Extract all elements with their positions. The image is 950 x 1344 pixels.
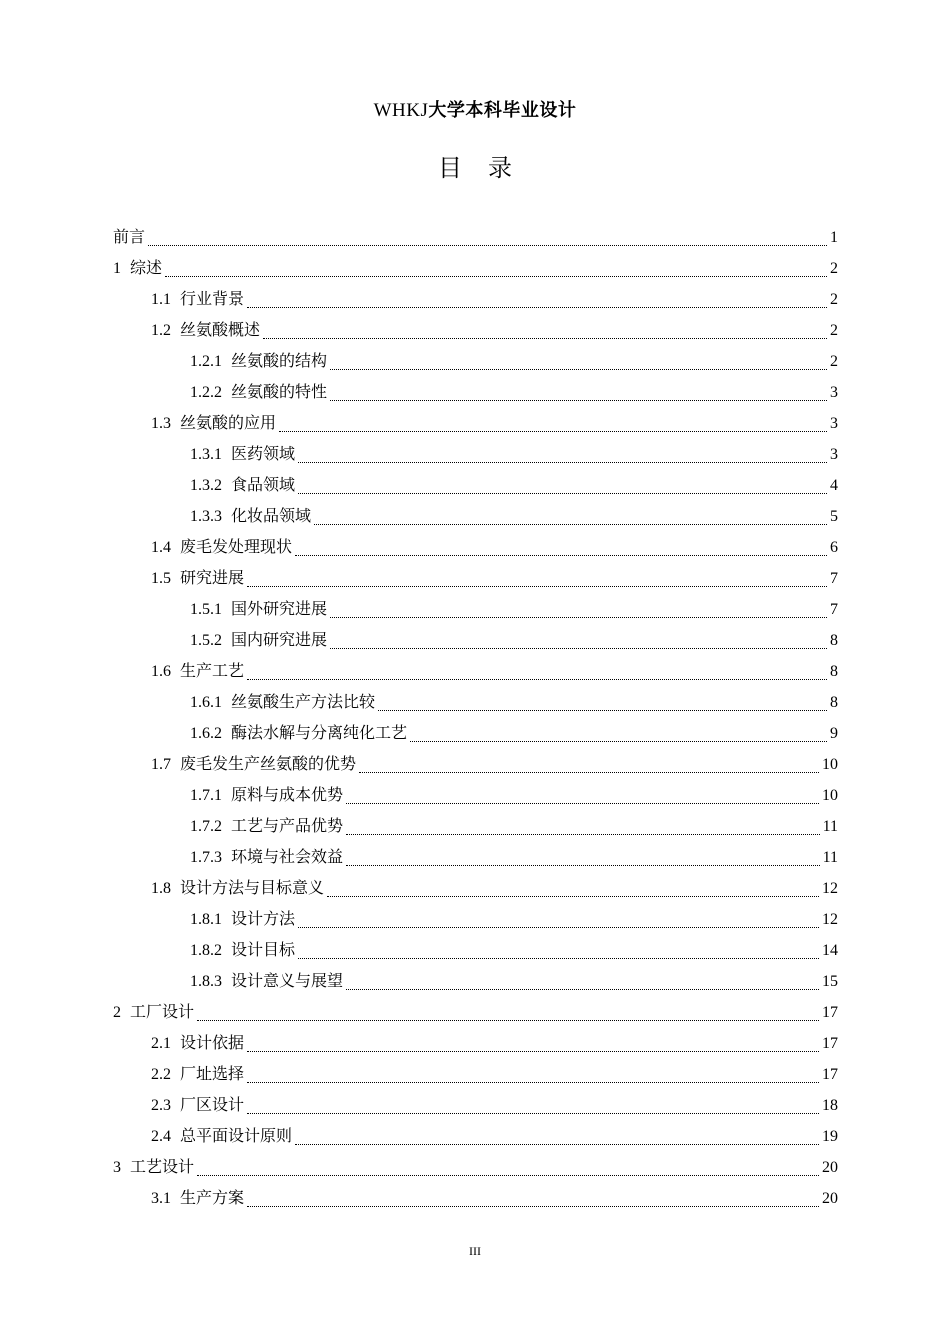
toc-entry-label: 国外研究进展: [231, 601, 328, 618]
toc-entry-number: 3.1: [151, 1190, 171, 1207]
toc-entry-label: 设计目标: [231, 942, 296, 959]
header-cn: 大学本科毕业设计: [428, 100, 577, 121]
toc-entry-label: 工厂设计: [130, 1004, 195, 1021]
toc-entry-page: 5: [830, 508, 838, 525]
toc-entry-page: 3: [830, 384, 838, 401]
toc-entry-label: 设计依据: [180, 1035, 245, 1052]
toc-entry-page: 14: [822, 942, 838, 959]
toc-entry-page: 1: [830, 229, 838, 246]
toc-dot-leader: [279, 431, 827, 432]
toc-dot-leader: [295, 1144, 819, 1145]
toc-entry[interactable]: [113, 749, 838, 780]
toc-entry[interactable]: [113, 346, 838, 377]
toc-dot-leader: [378, 710, 827, 711]
toc-dot-leader: [327, 896, 819, 897]
toc-entry-label: 研究进展: [180, 570, 245, 587]
toc-dot-leader: [247, 586, 827, 587]
toc-entry-number: 1.1: [151, 291, 171, 308]
toc-entry-label: 丝氨酸概述: [180, 322, 261, 339]
toc-entry-page: 20: [822, 1159, 838, 1176]
toc-entry-page: 17: [822, 1004, 838, 1021]
toc-entry-label: 废毛发处理现状: [180, 539, 293, 556]
toc-entry[interactable]: [113, 532, 838, 563]
toc-entry-page: 20: [822, 1190, 838, 1207]
toc-entry-page: 6: [830, 539, 838, 556]
toc-entry[interactable]: [113, 284, 838, 315]
toc-entry[interactable]: [113, 873, 838, 904]
toc-entry-label: 生产工艺: [180, 663, 245, 680]
toc-entry-number: 1.2.2: [190, 384, 222, 401]
toc-entry-page: 8: [830, 694, 838, 711]
toc-entry-label: 环境与社会效益: [231, 849, 344, 866]
toc-dot-leader: [247, 1051, 819, 1052]
toc-entry-label: 设计意义与展望: [231, 973, 344, 990]
toc-entry-label: 总平面设计原则: [180, 1128, 293, 1145]
toc-entry[interactable]: [113, 408, 838, 439]
toc-dot-leader: [330, 400, 827, 401]
toc-entry-number: 1.7: [151, 756, 171, 773]
toc-entry[interactable]: [113, 625, 838, 656]
toc-entry-label: 酶法水解与分离纯化工艺: [231, 725, 408, 742]
toc-entry-number: 1.6: [151, 663, 171, 680]
toc-entry[interactable]: [113, 315, 838, 346]
toc-entry-number: 1.6.1: [190, 694, 222, 711]
toc-entry-page: 10: [822, 756, 838, 773]
toc-dot-leader: [314, 524, 827, 525]
toc-entry-page: 3: [830, 415, 838, 432]
toc-entry[interactable]: [113, 1183, 838, 1214]
toc-dot-leader: [359, 772, 819, 773]
toc-entry-page: 2: [830, 353, 838, 370]
toc-entry-number: 1.3.2: [190, 477, 222, 494]
toc-entry-label: 废毛发生产丝氨酸的优势: [180, 756, 357, 773]
toc-entry[interactable]: [113, 997, 838, 1028]
toc-entry-page: 2: [830, 260, 838, 277]
page-title: 目录: [438, 154, 538, 182]
toc-entry-number: 1.3: [151, 415, 171, 432]
toc-entry-number: 1.2: [151, 322, 171, 339]
toc-entry-page: 8: [830, 632, 838, 649]
toc-entry-page: 10: [822, 787, 838, 804]
toc-entry[interactable]: [113, 594, 838, 625]
toc-entry[interactable]: [113, 253, 838, 284]
toc-entry-label: 国内研究进展: [231, 632, 328, 649]
toc-entry-page: 4: [830, 477, 838, 494]
toc-entry-page: 15: [822, 973, 838, 990]
toc-entry[interactable]: [113, 966, 838, 997]
toc-dot-leader: [247, 679, 827, 680]
toc-dot-leader: [148, 245, 827, 246]
toc-entry-label: 化妆品领域: [231, 508, 312, 525]
toc-entry-page: 12: [822, 911, 838, 928]
toc-entry[interactable]: [113, 718, 838, 749]
toc-dot-leader: [410, 741, 827, 742]
toc-dot-leader: [263, 338, 827, 339]
toc-entry-number: 1.4: [151, 539, 171, 556]
toc-entry-number: 1.3.3: [190, 508, 222, 525]
toc-entry-number: 2.2: [151, 1066, 171, 1083]
toc-entry-number: 1.7.2: [190, 818, 222, 835]
toc-entry-label: 生产方案: [180, 1190, 245, 1207]
toc-entry[interactable]: [113, 904, 838, 935]
toc-dot-leader: [247, 1082, 819, 1083]
toc-entry-label: 厂址选择: [180, 1066, 245, 1083]
toc-entry[interactable]: [113, 780, 838, 811]
toc-entry-number: 2.1: [151, 1035, 171, 1052]
toc-dot-leader: [197, 1020, 819, 1021]
toc-entry[interactable]: [113, 1028, 838, 1059]
toc-dot-leader: [346, 989, 819, 990]
toc-entry-label: 工艺设计: [130, 1159, 195, 1176]
toc-entry[interactable]: [113, 1090, 838, 1121]
toc-entry-page: 11: [822, 818, 838, 835]
toc-entry-number: 1.8.2: [190, 942, 222, 959]
toc-entry-page: 19: [822, 1128, 838, 1145]
toc-entry[interactable]: [113, 1059, 838, 1090]
toc-entry-number: 1.5: [151, 570, 171, 587]
toc-entry-number: 1.8.1: [190, 911, 222, 928]
page-number: III: [469, 1244, 481, 1258]
toc-entry-number: 1.6.2: [190, 725, 222, 742]
toc-entry-number: 2.4: [151, 1128, 171, 1145]
toc-entry-label: 前言: [113, 229, 146, 246]
toc-dot-leader: [247, 1206, 819, 1207]
toc-entry-page: 18: [822, 1097, 838, 1114]
toc-entry-page: 8: [830, 663, 838, 680]
toc-dot-leader: [295, 555, 827, 556]
toc-entry[interactable]: [113, 563, 838, 594]
toc-entry[interactable]: [113, 842, 838, 873]
toc-entry-page: 3: [830, 446, 838, 463]
toc-dot-leader: [298, 462, 827, 463]
toc-entry-number: 1: [113, 260, 121, 277]
table-of-contents: [113, 222, 838, 1214]
toc-entry-page: 17: [822, 1066, 838, 1083]
toc-entry-number: 1.2.1: [190, 353, 222, 370]
toc-entry-number: 2.3: [151, 1097, 171, 1114]
toc-entry-number: 3: [113, 1159, 121, 1176]
document-header: [0, 96, 950, 122]
toc-dot-leader: [165, 276, 827, 277]
toc-entry-number: 1.8.3: [190, 973, 222, 990]
toc-entry-label: 丝氨酸的特性: [231, 384, 328, 401]
toc-entry-label: 原料与成本优势: [231, 787, 344, 804]
toc-entry-number: 1.5.1: [190, 601, 222, 618]
toc-entry-label: 丝氨酸的结构: [231, 353, 328, 370]
toc-entry[interactable]: [113, 501, 838, 532]
toc-entry[interactable]: [113, 1121, 838, 1152]
toc-entry-number: 1.3.1: [190, 446, 222, 463]
toc-dot-leader: [298, 958, 819, 959]
toc-entry[interactable]: [113, 935, 838, 966]
toc-dot-leader: [330, 369, 827, 370]
toc-entry-page: 7: [830, 570, 838, 587]
toc-entry[interactable]: [113, 656, 838, 687]
toc-entry[interactable]: [113, 811, 838, 842]
toc-dot-leader: [197, 1175, 819, 1176]
toc-entry-label: 丝氨酸的应用: [180, 415, 277, 432]
toc-entry-page: 2: [830, 291, 838, 308]
toc-dot-leader: [247, 307, 827, 308]
toc-entry-label: 设计方法与目标意义: [180, 880, 325, 897]
toc-entry-page: 11: [822, 849, 838, 866]
toc-dot-leader: [346, 865, 820, 866]
toc-entry-page: 2: [830, 322, 838, 339]
toc-entry-number: 2: [113, 1004, 121, 1021]
toc-entry-number: 1.7.3: [190, 849, 222, 866]
toc-entry-number: 1.5.2: [190, 632, 222, 649]
toc-entry-label: 食品领域: [231, 477, 296, 494]
toc-entry[interactable]: [113, 687, 838, 718]
toc-entry-number: 1.7.1: [190, 787, 222, 804]
toc-entry-page: 17: [822, 1035, 838, 1052]
toc-dot-leader: [346, 803, 819, 804]
toc-entry-page: 9: [830, 725, 838, 742]
toc-entry[interactable]: [113, 439, 838, 470]
toc-dot-leader: [346, 834, 820, 835]
toc-entry[interactable]: [113, 1152, 838, 1183]
toc-entry-label: 厂区设计: [180, 1097, 245, 1114]
toc-entry-page: 12: [822, 880, 838, 897]
toc-dot-leader: [330, 648, 827, 649]
header-latin: WHKJ: [373, 100, 429, 121]
toc-dot-leader: [298, 493, 827, 494]
toc-entry-page: 7: [830, 601, 838, 618]
toc-entry-label: 工艺与产品优势: [231, 818, 344, 835]
toc-entry[interactable]: [113, 470, 838, 501]
toc-entry-label: 医药领域: [231, 446, 296, 463]
toc-dot-leader: [330, 617, 827, 618]
toc-entry[interactable]: [113, 377, 838, 408]
toc-entry-label: 丝氨酸生产方法比较: [231, 694, 376, 711]
toc-entry-label: 行业背景: [180, 291, 245, 308]
toc-entry-label: 综述: [130, 260, 163, 277]
toc-entry-number: 1.8: [151, 880, 171, 897]
toc-entry[interactable]: [113, 222, 838, 253]
toc-dot-leader: [298, 927, 819, 928]
toc-entry-label: 设计方法: [231, 911, 296, 928]
toc-dot-leader: [247, 1113, 819, 1114]
